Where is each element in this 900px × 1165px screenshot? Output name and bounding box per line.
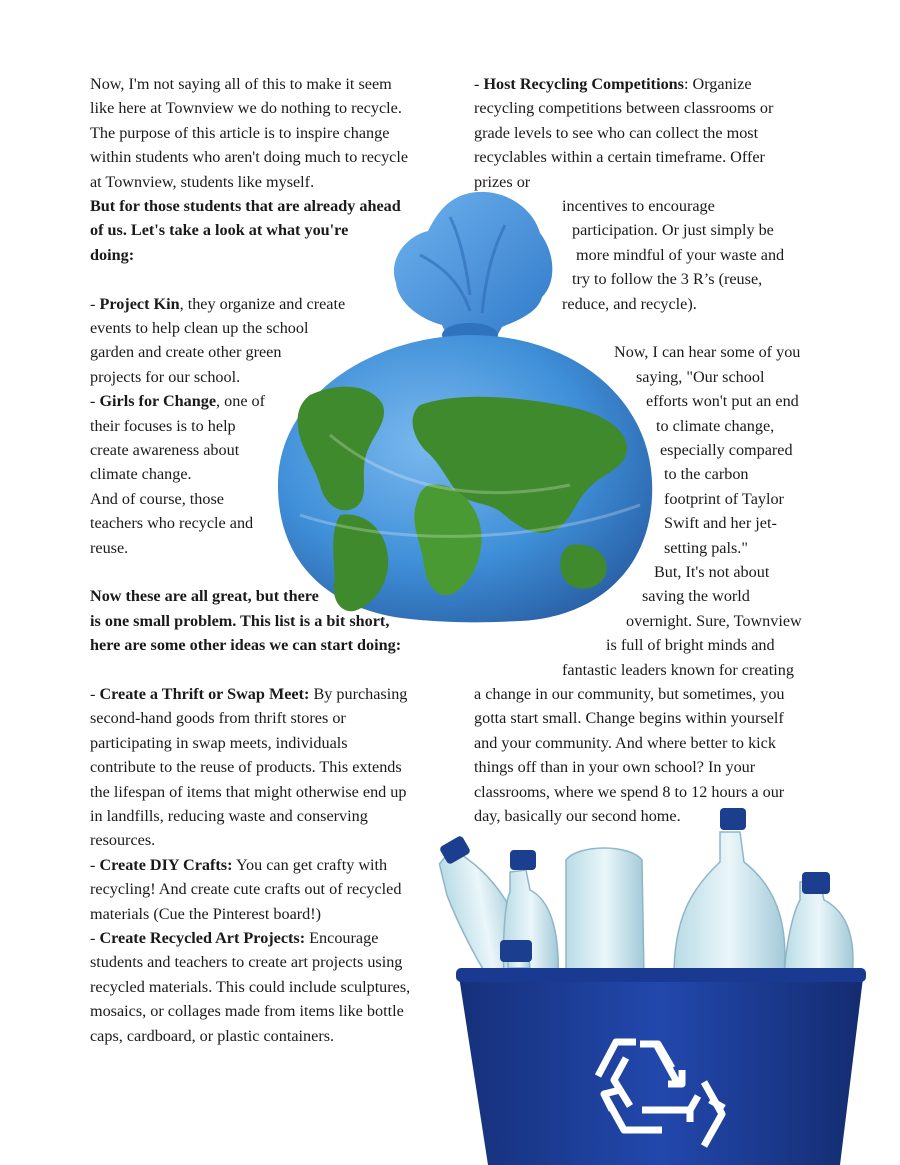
left-column-line xyxy=(90,926,378,950)
left-column-line xyxy=(90,462,192,486)
text-run: You can get crafty with xyxy=(232,855,388,874)
left-column-line xyxy=(90,853,387,877)
text-run: overnight. Sure, Townview xyxy=(626,611,802,630)
bold-text: Now these are all great, but there xyxy=(90,587,319,606)
recycling-bin-with-bottles-image xyxy=(428,800,883,1165)
text-run: Swift and her jet- xyxy=(664,514,777,533)
text-run: recycling! And create cute crafts out of recycled xyxy=(90,880,402,899)
text-run: at Townview, students like myself. xyxy=(90,172,315,191)
text-run: Now, I can hear some of you xyxy=(614,343,801,362)
text-run: a change in our community, but sometimes, you xyxy=(474,685,785,703)
right-column-line xyxy=(664,487,784,511)
text-run: participating in swap meets, individuals xyxy=(90,733,348,752)
text-run: The purpose of this article is to inspire change xyxy=(90,123,390,142)
right-column-line xyxy=(474,72,752,96)
text-run: recycling competitions between classrooms or xyxy=(474,99,774,118)
text-run: the lifespan of items that might otherwise end up xyxy=(90,782,407,801)
left-column-line xyxy=(90,340,281,364)
left-column-line xyxy=(90,145,408,169)
text-run: teachers who recycle and xyxy=(90,514,254,533)
right-column-line xyxy=(654,560,769,584)
text-run: reuse. xyxy=(90,538,129,557)
left-column-line xyxy=(90,487,224,511)
right-column-line xyxy=(474,731,776,755)
bold-text: doing: xyxy=(90,245,135,264)
text-run: - xyxy=(90,392,100,411)
text-run: more mindful of your waste and xyxy=(576,245,785,264)
right-column-line xyxy=(664,536,748,560)
text-run: , they organize and create xyxy=(179,294,346,313)
text-run: But, It's not about xyxy=(654,563,770,581)
text-run: their focuses is to help xyxy=(90,416,236,435)
text-run: saying, "Our school xyxy=(636,367,765,386)
right-column-line xyxy=(664,511,777,535)
left-column-line xyxy=(90,999,404,1023)
text-run: gotta start small. Change begins within yourself xyxy=(474,709,784,728)
text-run: within students who aren't doing much to recycle xyxy=(90,148,409,167)
text-run: recyclables within a certain timeframe. Offer xyxy=(474,148,765,167)
text-run: and your community. And where better to kick xyxy=(474,733,776,752)
bold-text: But for those students that are already ahead xyxy=(90,197,401,215)
left-column-line xyxy=(90,780,407,804)
text-run: - xyxy=(474,75,484,93)
text-run: materials (Cue the Pinterest board!) xyxy=(90,904,322,923)
globe-trash-bag-image xyxy=(270,185,660,625)
text-run: incentives to encourage xyxy=(562,197,715,215)
right-column-line xyxy=(606,633,775,657)
text-run: participation. Or just simply be xyxy=(572,221,774,240)
left-column-line xyxy=(90,243,134,267)
bold-text: Create a Thrift or Swap Meet: xyxy=(99,685,310,703)
text-run: : Organize xyxy=(683,75,752,93)
text-run: students and teachers to create art projects using xyxy=(90,953,403,972)
text-run: resources. xyxy=(90,831,156,850)
text-run: - xyxy=(90,294,100,313)
text-run: And of course, those xyxy=(90,489,224,508)
left-column-line xyxy=(90,682,407,706)
text-run: , one of xyxy=(216,392,266,411)
bold-text: is one small problem. This list is a bit short, xyxy=(90,611,390,630)
bold-text: Project Kin xyxy=(99,294,180,313)
left-column-line xyxy=(90,389,265,413)
text-run: try to follow the 3 R’s (reuse, xyxy=(572,270,763,289)
left-column-line xyxy=(90,731,348,755)
bold-text: Host Recycling Competitions xyxy=(483,75,684,93)
left-column-line xyxy=(90,414,236,438)
text-run: climate change. xyxy=(90,465,192,484)
right-column-line xyxy=(646,389,799,413)
bold-text: Create Recycled Art Projects: xyxy=(99,929,306,947)
text-run: to climate change, xyxy=(656,416,775,435)
bold-text: here are some other ideas we can start doing: xyxy=(90,636,402,655)
right-column-line xyxy=(562,658,794,682)
bold-text: Girls for Change xyxy=(99,392,217,411)
text-run: - xyxy=(90,685,100,703)
right-column-line xyxy=(474,145,765,169)
right-column-line xyxy=(474,96,773,120)
left-column-line xyxy=(90,902,321,926)
left-column-line xyxy=(90,1024,334,1048)
text-run: events to help clean up the school xyxy=(90,319,309,337)
text-run: is full of bright minds and xyxy=(606,636,775,655)
text-run: mosaics, or collages made from items like bottle xyxy=(90,1002,404,1021)
text-run: prizes or xyxy=(474,172,531,191)
bold-text: of us. Let's take a look at what you're xyxy=(90,221,349,240)
text-run: reduce, and recycle). xyxy=(562,294,697,313)
text-run: fantastic leaders known for creating xyxy=(562,660,794,679)
text-run: to the carbon xyxy=(664,465,749,484)
text-run: - xyxy=(90,929,100,947)
text-run: things off than in your own school? In your xyxy=(474,758,756,777)
text-run: like here at Townview we do nothing to recycle. xyxy=(90,99,402,118)
left-column-line xyxy=(90,877,401,901)
text-run: in landfills, reducing waste and conserving xyxy=(90,807,368,825)
bold-text: Create DIY Crafts: xyxy=(99,855,233,874)
text-run: By purchasing xyxy=(309,685,408,703)
right-column-line xyxy=(660,438,793,462)
left-column-line xyxy=(90,121,389,145)
right-column-line xyxy=(664,462,749,486)
text-run: caps, cardboard, or plastic containers. xyxy=(90,1026,335,1045)
text-run: contribute to the reuse of products. This extends xyxy=(90,758,402,777)
text-run: create awareness about xyxy=(90,441,240,459)
text-run: especially compared xyxy=(660,441,793,459)
left-column-line xyxy=(90,96,402,120)
text-run: recycled materials. This could include sculptures, xyxy=(90,977,411,996)
left-column-line xyxy=(90,706,346,730)
text-run: day, basically our second home. xyxy=(474,807,681,825)
text-run: second-hand goods from thrift stores or xyxy=(90,709,346,728)
right-column-line xyxy=(474,755,755,779)
text-run: projects for our school. xyxy=(90,367,241,386)
right-column-line xyxy=(474,706,784,730)
left-column-line xyxy=(90,975,410,999)
text-run: garden and create other green xyxy=(90,343,282,362)
right-column-line xyxy=(656,414,774,438)
left-column-line xyxy=(90,438,239,462)
text-run: efforts won't put an end xyxy=(646,392,799,411)
left-column-line xyxy=(90,804,368,828)
bottles xyxy=(437,832,853,986)
left-column-line xyxy=(90,755,402,779)
text-run: - xyxy=(90,855,100,874)
left-column-line xyxy=(90,950,402,974)
left-column-line xyxy=(90,828,155,852)
left-column-line xyxy=(90,72,392,96)
text-run: grade levels to see who can collect the most xyxy=(474,123,759,142)
right-column-line xyxy=(474,682,785,706)
left-column-line xyxy=(90,536,128,560)
text-run: saving the world xyxy=(642,587,750,606)
left-column-line xyxy=(90,511,253,535)
text-run: footprint of Taylor xyxy=(664,489,784,508)
text-run: classrooms, where we spend 8 to 12 hours a our xyxy=(474,782,785,801)
right-column-line xyxy=(474,121,758,145)
left-column-line xyxy=(90,633,401,657)
text-run: setting pals." xyxy=(664,538,748,557)
text-run: Encourage xyxy=(305,929,379,947)
text-run: Now, I'm not saying all of this to make it seem xyxy=(90,75,392,93)
left-column-line xyxy=(90,365,240,389)
